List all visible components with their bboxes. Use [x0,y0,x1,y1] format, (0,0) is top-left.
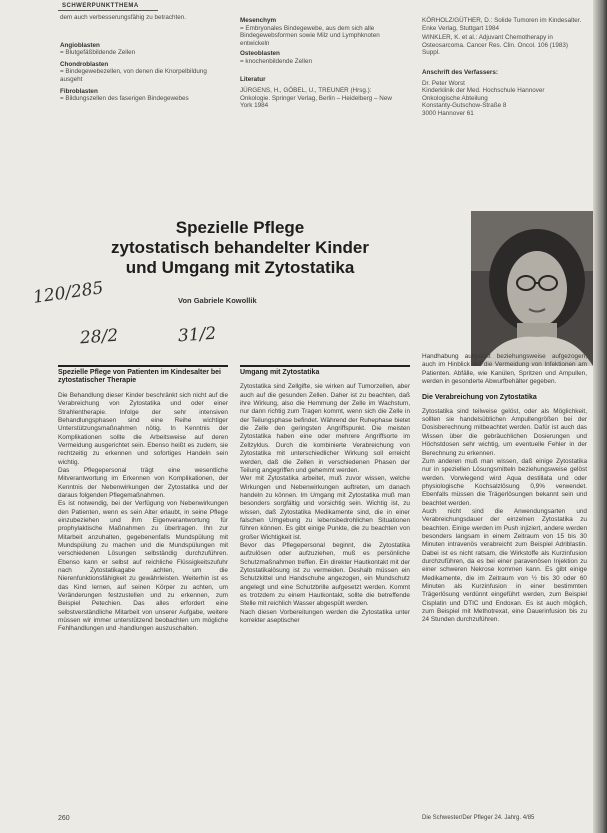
column-rule [58,365,228,367]
section-heading: Die Verabreichung von Zytostatika [422,394,537,402]
page-number: 260 [58,815,70,822]
top-left-glossary [60,14,225,103]
column-3 [422,353,587,625]
column-1 [58,369,228,634]
body-paragraph: Handhabung aufgelöst beziehungsweise aufgezogen, auch im Hinblick auf die Vermeidung von Infektionen am Patienten. Abfälle, wie Kanülen, Spritzen und Ampullen, werden in gesonderte Abwurfbehälter gegeben. [422,353,587,386]
column-2 [240,369,410,625]
body-paragraph: Zum anderen muß man wissen, daß einige Zytostatika nur in speziellen Lösungsmitteln beziehungsweise gelöst werden. Vorwiegend wird Aqua destillata und oder physiologische Kochsalzlösung 0,9% verwendet. Ebenfalls müssen die Trägerlösungen bekannt sein und beachtet werden. [422,457,587,507]
section-heading: Spezielle Pflege von Patienten im Kindesalter bei zytostatischer Therapie [58,369,221,385]
header-rule [58,10,158,11]
glossary-def: = Embryonales Bindegewebe, aus dem sich alle Bindegewebsformen sowie Milz und Lymphknoten entwickeln [240,24,380,47]
handwritten-note: 31/2 [177,323,217,347]
glossary-term: Angioblasten [60,41,100,49]
literature-label: Literatur [240,75,266,83]
title-line: und Umgang mit Zytostatika [125,258,355,277]
glossary-term: Osteoblasten [240,50,280,58]
body-paragraph: Wer mit Zytostatika arbeitet, muß zuvor wissen, welche Wirkungen und Nebenwirkungen auftreten, um danach handeln zu können. Im Umgang mit Zytostatika muß man besonders sorgfältig und vorsichtig sein. Wichtig ist, zu wissen, daß Zytostatika Medikamente sind, die in einer falschen Umgebung zu lebensbedrohlichen Situationen führen können. Es gibt einige Punkte, die zu beachten von großer Wichtigkeit ist. [240,475,410,541]
journal-footer: Die Schwester/Der Pfleger 24. Jahrg. 4/85 [422,815,535,821]
handwritten-note: 120/285 [31,278,105,308]
glossary-def: = Blutgefäßbildende Zellen [60,49,136,57]
glossary-term: Mesenchym [240,17,277,24]
literature-entry: JÜRGENS, H., GÖBEL, U., TREUNER (Hrsg.): Onkologie. Springer Verlag, Berlin – Heidelberg – New York 1984 [240,87,392,110]
title-line: zytostatisch behandelter Kinder [111,238,369,257]
reference-entry: WINKLER, K. et al.: Adjuvant Chemotherapy in Osteosarcoma. Cancer Res. Clin. Oncol. 106 (1983) Suppl. [422,34,568,57]
body-paragraph: Das Pflegepersonal trägt eine wesentliche Mitverantwortung im Erkennen von Komplikationen, der Kenntnis der Nebenwirkungen der Zytostatika und der daraus folgenden Pflegemaßnahmen. [58,466,228,499]
body-paragraph: Die Behandlung dieser Kinder beschränkt sich nicht auf die Verabreichung von Zytostatika und oder einer Strahlentherapie. Infolge der sehr intensiven Behandlungsphasen sind eine Reihe wichtiger Unterstützungsmaßnahmen nötig. In Kenntnis der Komplikationen sollte die Arbeitsweise auf deren Vermeidung ausgerichtet sein. Ebenso heißt es zudem, sie rechtzeitig zu erkennen und sofortiges Handeln sein wichtig. [58,391,228,466]
glossary-intro: dem auch verbesserungsfähig zu betrachten. [60,14,187,21]
section-heading: Umgang mit Zytostatika [240,369,320,376]
body-paragraph: Nach diesen Vorbereitungen werden die Zytostatika unter korrekter aseptischer [240,608,410,625]
glossary-term: Fibroblasten [60,87,98,95]
address-label: Anschrift des Verfassers: [422,68,498,76]
column-rule [240,365,410,367]
author-portrait-image [471,211,599,366]
article-title [80,218,400,278]
glossary-def: = knochenbildende Zellen [240,57,312,65]
handwritten-note: 28/2 [79,325,119,349]
reference-entry: KÖRHOLZ/GÜTHER, D.: Solide Tumoren im Kindesalter. Enke Verlag, Stuttgart 1984 [422,17,582,32]
author-photo [471,211,599,366]
body-paragraph: Es ist notwendig, bei der Verfügung von Nebenwirkungen den Patienten, wenn es sein Alter erlaubt, in seine Pflege einzubeziehen und ihm Eigenverantwortung für prophylaktische Maßnahmen zu übertragen. Ihn zur Mitarbeit anzuhalten, gegebenenfalls Mundspülung mit Mundspülung zu machen und die Mundspülungen mit verschiedenen Lösungen selbständig durchzuführen. Ebenso kann er selbst auf reichliche Flüssigkeitszufuhr nach Zytostatikagabe achten, um die Nierenfunktionsfähigkeit zu gewährleisten. Weiterhin ist es das Kind lernen, auf seinen Körper zu achten, um Veränderungen festzustellen und zu erkennen, zum Beispiel Petechien. Das alles erfordert eine selbstverständliche Mitarbeit von unserer Aufgabe, weitere müssen wir immer unterstützend beobachten um mögliche Fehlhandlungen und -handlungen auszuschalten. [58,500,228,633]
author-address: Dr. Peter Worst Kinderklinik der Med. Hochschule Hannover Onkologische Abteilung Konstanty-Gutschow-Straße 8 3000 Hannover 61 [422,79,545,117]
body-paragraph: Zytostatika sind teilweise gelöst, oder als Möglichkeit, sollten sie handelsüblichen Ampullengrößen bei der Dosisberechnung mitbeachtet werden. Dafür ist auch das Wissen über die gebräuchlichen Dosierungen und Höchstdosen sehr wichtig, um eventuelle Fehler in der Berechnung zu erkennen. [422,407,587,457]
glossary-def: = Bindegewebezellen, von denen die Knorpelbildung ausgeht [60,68,207,83]
body-paragraph: Zytostatika sind Zellgifte, sie wirken auf Tumorzellen, aber auch auf die gesunden Zellen. Daher ist zu beachten, daß ihre Wirkung, also die Hemmung der Zelle im Wachstum, nur dann richtig zum Tragen kommt, wenn sich die Zelle in der Teilungsphase befindet. Während der Ruhephase bietet die Zelle den geringsten Angriffspunkt. Die meisten Zytostatika haben eine oder mehrere Angriffsorte im Zellzyklus. Durch die kombinierte Verabreichung von Zytostatika mit unterschiedlicher Wirkung soll erreicht werden, daß die Zellen in verschiedenen Phasen der Teilung angegriffen und gehemmt werden. [240,383,410,474]
section-tag: SCHWERPUNKTTHEMA [62,3,139,9]
glossary-def: = Bildungszellen des faserigen Bindegewebes [60,95,189,103]
glossary-term: Chondroblasten [60,60,109,68]
top-middle-glossary [240,17,400,110]
body-paragraph: Auch nicht sind die Anwendungsarten und Verabreichungsdauer der einzelnen Zytostatika zu beachten. Einige werden im Push injiziert, andere werden besonders langsam in einem Zeitraum von 15 bis 30 Minuten intravenös verabreicht zum Beispiel Adriblastin. Dabei ist es nicht ratsam, die Wirkstoffe als Kurzinfusion durchzuführen, da es bei einer paravenösen Injektion zu einer schweren Nekrose kommen kann. Es gibt einige Medikamente, die im Zeitraum von ½ bis 30 oder 60 Minuten als Kurzinfusion in einer bestimmten Trägerlösung verdünnt eingeführt werden, zum Beispiel Cisplatin und DTIC und Endoxan. Es ist auch möglich, zum Beispiel mit Methotrexat, eine Dauerinfusion bis zu 24 Stunden durchzuführen. [422,507,587,624]
page-edge-shadow [593,0,607,833]
top-right-references [422,17,582,118]
article-author: Von Gabriele Kowollik [178,296,257,305]
title-line: Spezielle Pflege [175,218,305,237]
body-paragraph: Bevor das Pflegepersonal beginnt, die Zytostatika aufzulösen oder aufzuziehen, muß es persönliche Schutzmaßnahmen treffen. Ein direkter Hautkontakt mit der Zytostatikalösung ist zu vermeiden. Deshalb müssen ein Schutzkittel und Handschuhe angezogen, ein Mundschutz angelegt und eine Schutzbrille aufgesetzt werden. Kommt es trotzdem zu einem Hautkontakt, sollte die betreffende Stelle mit reichlich Wasser abgespült werden. [240,541,410,608]
